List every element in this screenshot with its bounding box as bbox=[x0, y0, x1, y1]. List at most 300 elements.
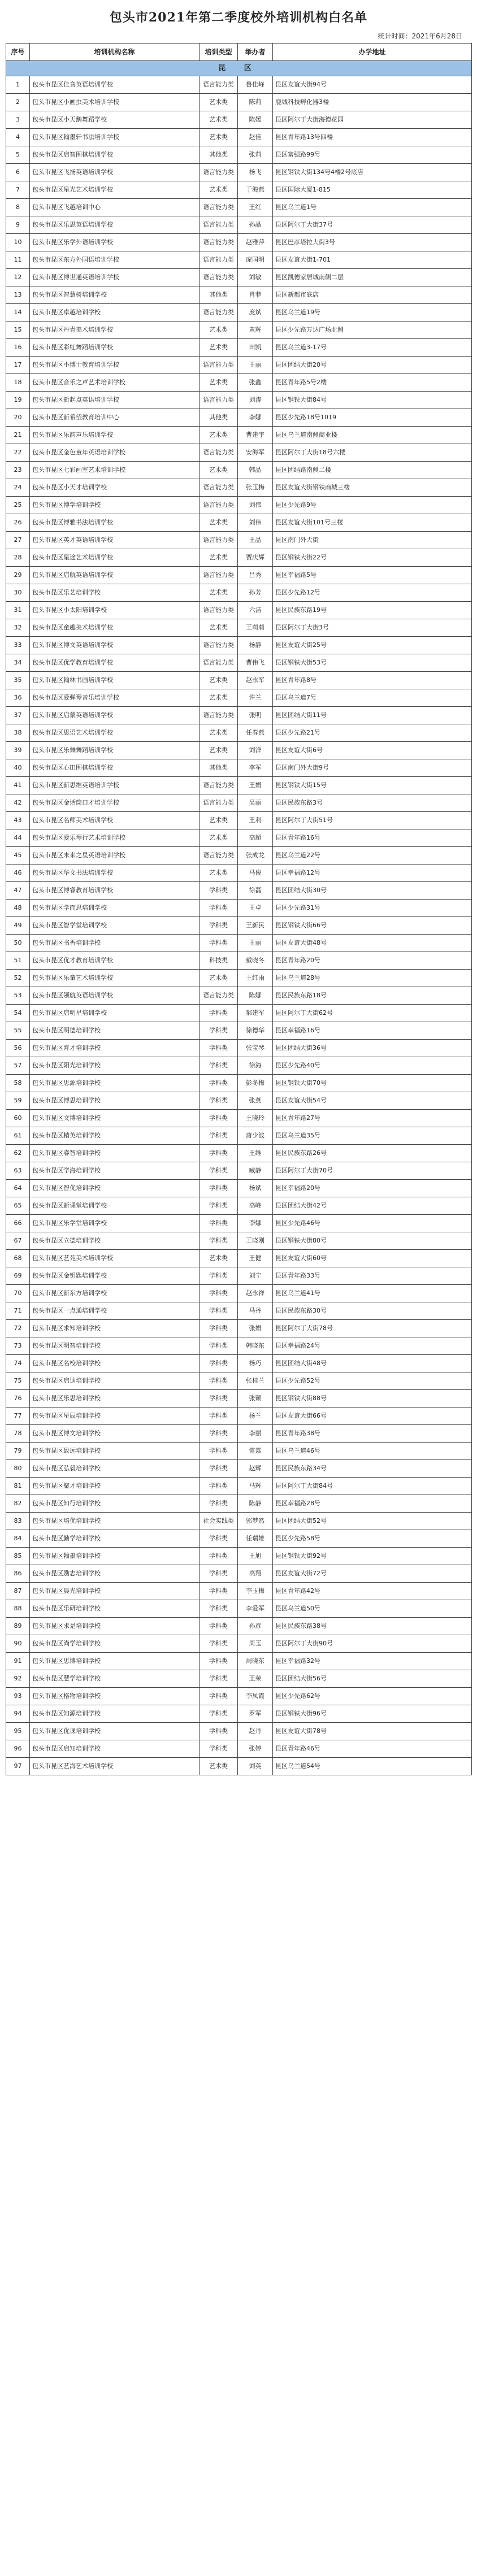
address: 昆区南门外大街9号 bbox=[273, 759, 472, 777]
training-type: 语言能力类 bbox=[200, 707, 238, 724]
row-index: 47 bbox=[6, 882, 30, 900]
row-index: 44 bbox=[6, 829, 30, 847]
institution-name: 包头市昆区勤学培训学校 bbox=[30, 1530, 200, 1548]
organizer: 马俊 bbox=[238, 865, 273, 882]
organizer: 田凯 bbox=[238, 339, 273, 357]
address: 昆区钢铁大街84号 bbox=[273, 392, 472, 409]
training-type: 学科类 bbox=[200, 1565, 238, 1583]
table-row bbox=[6, 794, 472, 812]
address: 昆区青年路42号 bbox=[273, 1583, 472, 1600]
organizer: 赵丹 bbox=[238, 1723, 273, 1740]
table-row bbox=[6, 672, 472, 689]
table-row bbox=[6, 462, 472, 479]
address: 昆区幸福路12号 bbox=[273, 865, 472, 882]
training-type: 艺术类 bbox=[200, 181, 238, 199]
table-row bbox=[6, 602, 472, 619]
row-index: 32 bbox=[6, 619, 30, 637]
address: 昆区民族东路34号 bbox=[273, 1460, 472, 1478]
training-type: 学科类 bbox=[200, 1302, 238, 1320]
organizer: 赵雅萍 bbox=[238, 234, 273, 251]
table-row bbox=[6, 812, 472, 829]
training-type: 语言能力类 bbox=[200, 392, 238, 409]
address: 鹿城科技孵化器3楼 bbox=[273, 94, 472, 111]
training-type: 语言能力类 bbox=[200, 479, 238, 497]
institution-name: 包头市昆区爱弹琴音乐培训学校 bbox=[30, 689, 200, 707]
row-index: 54 bbox=[6, 1005, 30, 1022]
institution-name: 包头市昆区启智围棋培训学校 bbox=[30, 146, 200, 164]
institution-name: 包头市昆区知行培训学校 bbox=[30, 1495, 200, 1513]
institution-name: 包头市昆区明德培训学校 bbox=[30, 1022, 200, 1040]
table-row bbox=[6, 1513, 472, 1530]
table-row bbox=[6, 129, 472, 146]
organizer: 王红 bbox=[238, 199, 273, 216]
training-type: 语言能力类 bbox=[200, 357, 238, 374]
organizer: 杨静 bbox=[238, 637, 273, 654]
training-type: 艺术类 bbox=[200, 322, 238, 339]
organizer: 张鑫 bbox=[238, 374, 273, 392]
organizer: 吴丽 bbox=[238, 794, 273, 812]
training-type: 语言能力类 bbox=[200, 269, 238, 286]
header-institution-name: 培训机构名称 bbox=[30, 44, 200, 61]
institution-name: 包头市昆区翰墨培训学校 bbox=[30, 1548, 200, 1565]
address: 昆区团结大街42号 bbox=[273, 1197, 472, 1215]
training-type: 其他类 bbox=[200, 146, 238, 164]
address: 昆区友谊大街66号 bbox=[273, 1408, 472, 1425]
training-type: 语言能力类 bbox=[200, 304, 238, 322]
table-row bbox=[6, 987, 472, 1005]
institution-name: 包头市昆区七彩画室艺术培训学校 bbox=[30, 462, 200, 479]
organizer: 李丽 bbox=[238, 1425, 273, 1443]
table-row bbox=[6, 1110, 472, 1127]
address: 昆区民族东路19号 bbox=[273, 602, 472, 619]
table-row bbox=[6, 357, 472, 374]
training-type: 学科类 bbox=[200, 1022, 238, 1040]
address: 昆区友谊大街钢铁商城三楼 bbox=[273, 479, 472, 497]
table-row bbox=[6, 1705, 472, 1723]
organizer: 戴晓冬 bbox=[238, 952, 273, 970]
institution-name: 包头市昆区智优培训学校 bbox=[30, 1180, 200, 1197]
address: 昆区友谊大街101号三楼 bbox=[273, 514, 472, 532]
table-row bbox=[6, 1320, 472, 1337]
row-index: 27 bbox=[6, 532, 30, 549]
institution-name: 包头市昆区启明星培训学校 bbox=[30, 1005, 200, 1022]
row-index: 5 bbox=[6, 146, 30, 164]
organizer: 陈娜 bbox=[238, 987, 273, 1005]
address: 昆区友谊大街48号 bbox=[273, 935, 472, 952]
institution-name: 包头市昆区尚学培训学校 bbox=[30, 1635, 200, 1653]
training-type: 语言能力类 bbox=[200, 847, 238, 865]
table-row bbox=[6, 619, 472, 637]
table-row bbox=[6, 1425, 472, 1443]
organizer: 王晓刚 bbox=[238, 1232, 273, 1250]
training-type: 艺术类 bbox=[200, 514, 238, 532]
address: 昆区阿尔丁大街3号 bbox=[273, 619, 472, 637]
institution-name: 包头市昆区星辰培训学校 bbox=[30, 1408, 200, 1425]
training-type: 艺术类 bbox=[200, 865, 238, 882]
row-index: 80 bbox=[6, 1460, 30, 1478]
address: 昆区友谊大街94号 bbox=[273, 76, 472, 94]
address: 昆区乌兰道54号 bbox=[273, 1758, 472, 1775]
row-index: 94 bbox=[6, 1705, 30, 1723]
row-index: 20 bbox=[6, 409, 30, 427]
table-row bbox=[6, 1723, 472, 1740]
address: 昆区乌兰道41号 bbox=[273, 1285, 472, 1302]
institution-name: 包头市昆区书香培训学校 bbox=[30, 935, 200, 952]
training-type: 语言能力类 bbox=[200, 444, 238, 462]
table-row bbox=[6, 286, 472, 304]
organizer: 张娟 bbox=[238, 1320, 273, 1337]
address: 昆区阿尔丁大街18号六楼 bbox=[273, 444, 472, 462]
address: 昆区钢铁大街70号 bbox=[273, 1075, 472, 1092]
table-header-row bbox=[6, 44, 472, 61]
address: 昆区钢铁大街15号 bbox=[273, 777, 472, 794]
institution-name: 包头市昆区新起点英语培训学校 bbox=[30, 392, 200, 409]
stat-date: 统计时间：2021年6月28日 bbox=[378, 32, 462, 40]
organizer: 安海军 bbox=[238, 444, 273, 462]
table-row bbox=[6, 1565, 472, 1583]
address: 昆区少先路40号 bbox=[273, 1057, 472, 1075]
training-type: 艺术类 bbox=[200, 1758, 238, 1775]
header-organizer: 举办者 bbox=[238, 44, 273, 61]
organizer: 刘涛 bbox=[238, 392, 273, 409]
row-index: 86 bbox=[6, 1565, 30, 1583]
row-index: 50 bbox=[6, 935, 30, 952]
training-type: 学科类 bbox=[200, 1320, 238, 1337]
organizer: 张婷 bbox=[238, 1740, 273, 1758]
training-type: 学科类 bbox=[200, 1548, 238, 1565]
institution-name: 包头市昆区致远培训学校 bbox=[30, 1443, 200, 1460]
row-index: 49 bbox=[6, 917, 30, 935]
training-type: 艺术类 bbox=[200, 689, 238, 707]
training-type: 语言能力类 bbox=[200, 234, 238, 251]
row-index: 33 bbox=[6, 637, 30, 654]
organizer: 任瑞雄 bbox=[238, 1530, 273, 1548]
table-row bbox=[6, 339, 472, 357]
training-type: 其他类 bbox=[200, 409, 238, 427]
organizer: 王卓 bbox=[238, 900, 273, 917]
row-index: 83 bbox=[6, 1513, 30, 1530]
address: 昆区青年路38号 bbox=[273, 1425, 472, 1443]
table-row bbox=[6, 865, 472, 882]
training-type: 语言能力类 bbox=[200, 251, 238, 269]
organizer: 徐磊 bbox=[238, 882, 273, 900]
organizer: 王红雨 bbox=[238, 970, 273, 987]
institution-name: 包头市昆区博思培训学校 bbox=[30, 1092, 200, 1110]
training-type: 学科类 bbox=[200, 1075, 238, 1092]
training-type: 其他类 bbox=[200, 759, 238, 777]
address: 昆区少先路9号 bbox=[273, 497, 472, 514]
institution-name: 包头市昆区小天才培训学校 bbox=[30, 479, 200, 497]
organizer: 刘敏 bbox=[238, 269, 273, 286]
training-type: 学科类 bbox=[200, 900, 238, 917]
training-type: 学科类 bbox=[200, 1740, 238, 1758]
table-row bbox=[6, 1740, 472, 1758]
training-type: 学科类 bbox=[200, 1408, 238, 1425]
institution-name: 包头市昆区学而思培训学校 bbox=[30, 900, 200, 917]
institution-name: 包头市昆区星途艺术培训学校 bbox=[30, 549, 200, 567]
row-index: 65 bbox=[6, 1197, 30, 1215]
organizer: 张莉 bbox=[238, 146, 273, 164]
organizer: 高翔 bbox=[238, 1565, 273, 1583]
row-index: 91 bbox=[6, 1653, 30, 1670]
training-type: 艺术类 bbox=[200, 427, 238, 444]
organizer: 黄辉 bbox=[238, 322, 273, 339]
table-row bbox=[6, 1040, 472, 1057]
row-index: 4 bbox=[6, 129, 30, 146]
table-row bbox=[6, 1390, 472, 1408]
organizer: 王利 bbox=[238, 812, 273, 829]
address: 昆区友谊大街6号 bbox=[273, 742, 472, 759]
institution-name: 包头市昆区小画虫美术培训学校 bbox=[30, 94, 200, 111]
address: 昆区钢铁大街22号 bbox=[273, 549, 472, 567]
address: 昆区友谊大街72号 bbox=[273, 1565, 472, 1583]
organizer: 王丽 bbox=[238, 935, 273, 952]
table-body bbox=[6, 61, 472, 1775]
row-index: 90 bbox=[6, 1635, 30, 1653]
address: 昆区团结大街30号 bbox=[273, 882, 472, 900]
organizer: 王维 bbox=[238, 1145, 273, 1162]
table-row bbox=[6, 514, 472, 532]
row-index: 40 bbox=[6, 759, 30, 777]
organizer: 韩晓东 bbox=[238, 1337, 273, 1355]
table-row bbox=[6, 444, 472, 462]
page-title: 包头市2021年第二季度校外培训机构白名单 bbox=[109, 10, 368, 25]
row-index: 24 bbox=[6, 479, 30, 497]
table-row bbox=[6, 111, 472, 129]
row-index: 67 bbox=[6, 1232, 30, 1250]
organizer: 六洁 bbox=[238, 602, 273, 619]
address: 昆区青年路27号 bbox=[273, 1110, 472, 1127]
whitelist-table bbox=[6, 43, 472, 1775]
organizer: 陈媛 bbox=[238, 111, 273, 129]
training-type: 学科类 bbox=[200, 1670, 238, 1688]
institution-name: 包头市昆区星光艺术培训学校 bbox=[30, 181, 200, 199]
organizer: 陈静 bbox=[238, 1495, 273, 1513]
address: 昆区幸福路32号 bbox=[273, 1653, 472, 1670]
header-training-type: 培训类型 bbox=[200, 44, 238, 61]
organizer: 刘伟 bbox=[238, 497, 273, 514]
address: 昆区友谊大街25号 bbox=[273, 637, 472, 654]
organizer: 马丹 bbox=[238, 1302, 273, 1320]
institution-name: 包头市昆区一点通培训学校 bbox=[30, 1302, 200, 1320]
institution-name: 包头市昆区博睿教育培训学校 bbox=[30, 882, 200, 900]
row-index: 12 bbox=[6, 269, 30, 286]
district-row bbox=[6, 61, 472, 76]
institution-name: 包头市昆区博学培训学校 bbox=[30, 497, 200, 514]
training-type: 学科类 bbox=[200, 1530, 238, 1548]
row-index: 72 bbox=[6, 1320, 30, 1337]
institution-name: 包头市昆区新东方培训学校 bbox=[30, 1285, 200, 1302]
row-index: 46 bbox=[6, 865, 30, 882]
organizer: 李军 bbox=[238, 759, 273, 777]
training-type: 学科类 bbox=[200, 1425, 238, 1443]
row-index: 85 bbox=[6, 1548, 30, 1565]
organizer: 杨兰 bbox=[238, 1408, 273, 1425]
table-row bbox=[6, 742, 472, 759]
institution-name: 包头市昆区丹青美术培训学校 bbox=[30, 322, 200, 339]
training-type: 艺术类 bbox=[200, 672, 238, 689]
table-row bbox=[6, 1302, 472, 1320]
organizer: 刘洋 bbox=[238, 742, 273, 759]
row-index: 81 bbox=[6, 1478, 30, 1495]
table-row bbox=[6, 1197, 472, 1215]
institution-name: 包头市昆区乐学堂培训学校 bbox=[30, 1215, 200, 1232]
table-row bbox=[6, 1443, 472, 1460]
row-index: 92 bbox=[6, 1670, 30, 1688]
training-type: 学科类 bbox=[200, 1092, 238, 1110]
institution-name: 包头市昆区翰林书画培训学校 bbox=[30, 672, 200, 689]
organizer: 郭梦然 bbox=[238, 1513, 273, 1530]
table-row bbox=[6, 234, 472, 251]
training-type: 学科类 bbox=[200, 1495, 238, 1513]
training-type: 学科类 bbox=[200, 1285, 238, 1302]
row-index: 82 bbox=[6, 1495, 30, 1513]
row-index: 36 bbox=[6, 689, 30, 707]
table-row bbox=[6, 847, 472, 865]
address: 昆区少先路31号 bbox=[273, 900, 472, 917]
organizer: 王莉莉 bbox=[238, 619, 273, 637]
institution-name: 包头市昆区乐学外语培训学校 bbox=[30, 234, 200, 251]
institution-name: 包头市昆区翰墨轩书法培训学校 bbox=[30, 129, 200, 146]
institution-name: 包头市昆区英才英语培训学校 bbox=[30, 532, 200, 549]
training-type: 艺术类 bbox=[200, 970, 238, 987]
organizer: 马辉 bbox=[238, 1478, 273, 1495]
table-row bbox=[6, 532, 472, 549]
row-index: 53 bbox=[6, 987, 30, 1005]
training-type: 艺术类 bbox=[200, 94, 238, 111]
row-index: 51 bbox=[6, 952, 30, 970]
training-type: 学科类 bbox=[200, 1180, 238, 1197]
organizer: 李爱军 bbox=[238, 1600, 273, 1618]
row-index: 95 bbox=[6, 1723, 30, 1740]
table-row bbox=[6, 181, 472, 199]
institution-name: 包头市昆区晨光培训学校 bbox=[30, 1583, 200, 1600]
training-type: 艺术类 bbox=[200, 549, 238, 567]
organizer: 曹伟飞 bbox=[238, 654, 273, 672]
institution-name: 包头市昆区乐舞舞蹈培训学校 bbox=[30, 742, 200, 759]
table-row bbox=[6, 1758, 472, 1775]
organizer: 郝建军 bbox=[238, 1005, 273, 1022]
organizer: 张宝琴 bbox=[238, 1040, 273, 1057]
row-index: 89 bbox=[6, 1618, 30, 1635]
institution-name: 包头市昆区乐韵声乐培训学校 bbox=[30, 427, 200, 444]
table-row bbox=[6, 76, 472, 94]
training-type: 艺术类 bbox=[200, 742, 238, 759]
training-type: 艺术类 bbox=[200, 1250, 238, 1267]
address: 昆区钢铁大街66号 bbox=[273, 917, 472, 935]
table-row bbox=[6, 1215, 472, 1232]
institution-name: 包头市昆区立德培训学校 bbox=[30, 1232, 200, 1250]
training-type: 学科类 bbox=[200, 1215, 238, 1232]
organizer: 鲁佳峰 bbox=[238, 76, 273, 94]
institution-name: 包头市昆区弘毅培训学校 bbox=[30, 1460, 200, 1478]
institution-name: 包头市昆区知源培训学校 bbox=[30, 1705, 200, 1723]
table-row bbox=[6, 1495, 472, 1513]
address: 昆区钢铁大街80号 bbox=[273, 1232, 472, 1250]
table-row bbox=[6, 1583, 472, 1600]
address: 昆区钢铁大街96号 bbox=[273, 1705, 472, 1723]
table-row bbox=[6, 1635, 472, 1653]
table-row bbox=[6, 374, 472, 392]
table-row bbox=[6, 777, 472, 794]
address: 昆区阿尔丁大街37号 bbox=[273, 216, 472, 234]
organizer: 唐少波 bbox=[238, 1127, 273, 1145]
address: 昆区青年路20号 bbox=[273, 952, 472, 970]
institution-name: 包头市昆区卓越培训学校 bbox=[30, 304, 200, 322]
row-index: 78 bbox=[6, 1425, 30, 1443]
row-index: 28 bbox=[6, 549, 30, 567]
training-type: 学科类 bbox=[200, 935, 238, 952]
organizer: 王丽 bbox=[238, 357, 273, 374]
address: 昆区阿尔丁大街70号 bbox=[273, 1162, 472, 1180]
organizer: 张玉梅 bbox=[238, 479, 273, 497]
row-index: 84 bbox=[6, 1530, 30, 1548]
institution-name: 包头市昆区乐艺培训学校 bbox=[30, 584, 200, 602]
table-row bbox=[6, 1075, 472, 1092]
table-row bbox=[6, 567, 472, 584]
institution-name: 包头市昆区名师美术培训学校 bbox=[30, 812, 200, 829]
row-index: 25 bbox=[6, 497, 30, 514]
training-type: 学科类 bbox=[200, 1110, 238, 1127]
row-index: 37 bbox=[6, 707, 30, 724]
organizer: 张明 bbox=[238, 707, 273, 724]
row-index: 17 bbox=[6, 357, 30, 374]
organizer: 贾庆辉 bbox=[238, 549, 273, 567]
institution-name: 包头市昆区新课堂培训学校 bbox=[30, 1197, 200, 1215]
training-type: 学科类 bbox=[200, 1635, 238, 1653]
row-index: 31 bbox=[6, 602, 30, 619]
organizer: 张燕 bbox=[238, 1092, 273, 1110]
row-index: 66 bbox=[6, 1215, 30, 1232]
row-index: 19 bbox=[6, 392, 30, 409]
training-type: 学科类 bbox=[200, 1390, 238, 1408]
table-row bbox=[6, 1180, 472, 1197]
address: 昆区乌兰道3-17号 bbox=[273, 339, 472, 357]
address: 昆区幸福路20号 bbox=[273, 1180, 472, 1197]
address: 昆区巴彦塔拉大街3号 bbox=[273, 234, 472, 251]
organizer: 杨飞 bbox=[238, 164, 273, 181]
organizer: 臧静 bbox=[238, 1162, 273, 1180]
table-row bbox=[6, 1548, 472, 1565]
organizer: 张颖 bbox=[238, 1390, 273, 1408]
training-type: 学科类 bbox=[200, 1600, 238, 1618]
organizer: 孙晶 bbox=[238, 216, 273, 234]
institution-name: 包头市昆区乐童艺术培训学校 bbox=[30, 970, 200, 987]
institution-name: 包头市昆区育才培训学校 bbox=[30, 1040, 200, 1057]
row-index: 59 bbox=[6, 1092, 30, 1110]
training-type: 社会实践类 bbox=[200, 1513, 238, 1530]
organizer: 张桂兰 bbox=[238, 1372, 273, 1390]
row-index: 8 bbox=[6, 199, 30, 216]
training-type: 学科类 bbox=[200, 882, 238, 900]
address: 昆区友谊大街54号 bbox=[273, 1092, 472, 1110]
table-row bbox=[6, 199, 472, 216]
institution-name: 包头市昆区小天鹅舞蹈学校 bbox=[30, 111, 200, 129]
organizer: 张成龙 bbox=[238, 847, 273, 865]
table-row bbox=[6, 1653, 472, 1670]
institution-name: 包头市昆区艺海艺术培训学校 bbox=[30, 1758, 200, 1775]
row-index: 14 bbox=[6, 304, 30, 322]
address: 昆区少先路21号 bbox=[273, 724, 472, 742]
table-row bbox=[6, 251, 472, 269]
training-type: 艺术类 bbox=[200, 462, 238, 479]
training-type: 语言能力类 bbox=[200, 567, 238, 584]
institution-name: 包头市昆区优学教育培训学校 bbox=[30, 654, 200, 672]
address: 昆区青年路16号 bbox=[273, 829, 472, 847]
institution-name: 包头市昆区华文书法培训学校 bbox=[30, 865, 200, 882]
table-row bbox=[6, 1355, 472, 1372]
address: 昆区少先路62号 bbox=[273, 1688, 472, 1705]
